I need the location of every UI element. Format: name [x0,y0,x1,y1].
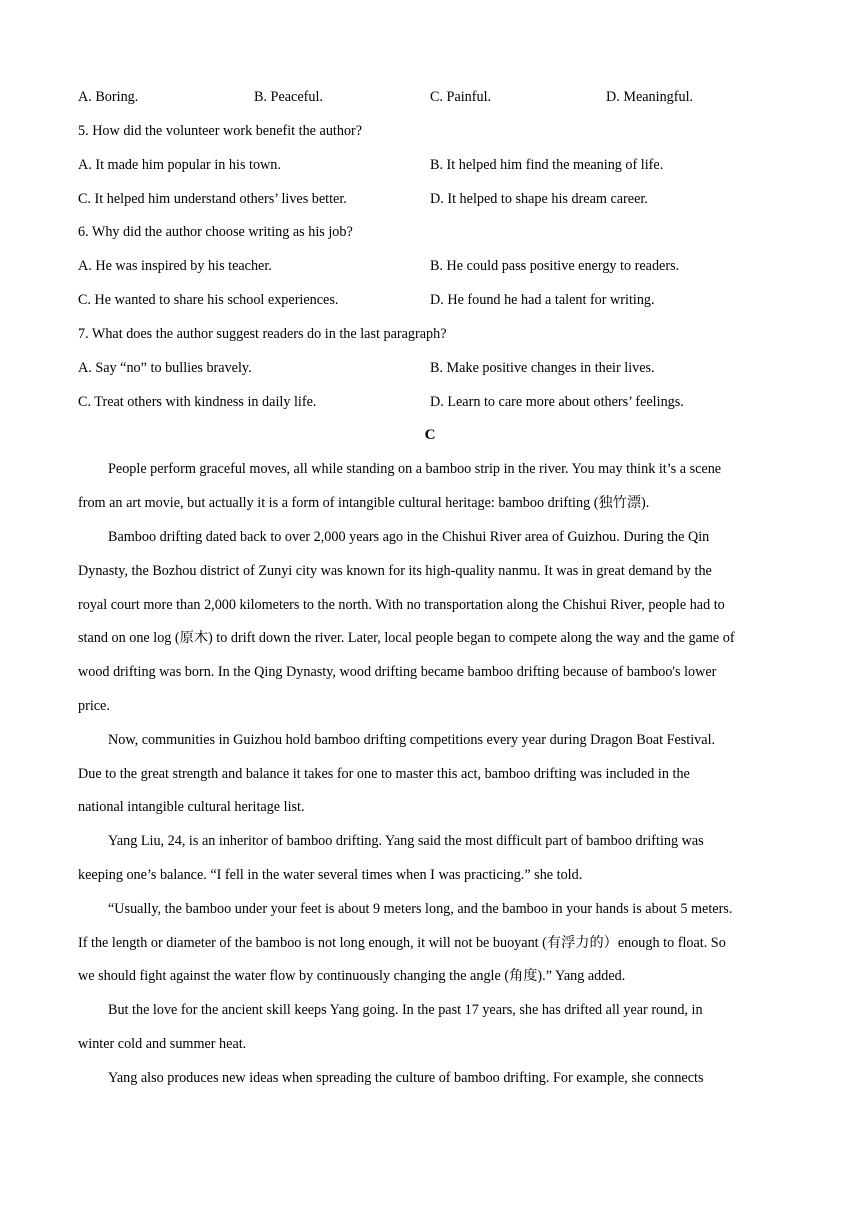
passage-line: But the love for the ancient skill keeps Yang going. In the past 17 years, she has drifted all year round, in [108,1002,703,1018]
passage-line: If the length or diameter of the bamboo is not long enough, it will not be buoyant (有浮力的）enough to float. So [78,935,726,951]
q4-option-c: C. Painful. [430,89,492,105]
section-heading: C [424,427,436,443]
q7-options-row2 [78,392,782,412]
q6-option-c: C. He wanted to share his school experiences. [78,292,339,308]
passage-line: Bamboo drifting dated back to over 2,000 years ago in the Chishui River area of Guizhou. During the Qin [108,529,710,545]
q4-option-b: B. Peaceful. [254,89,323,105]
q7-option-b: B. Make positive changes in their lives. [430,360,655,376]
q5-options-row2 [78,189,782,209]
q6-options-row2 [78,290,782,310]
q4-option-d: D. Meaningful. [606,89,694,105]
passage-line: Dynasty, the Bozhou district of Zunyi city was known for its high-quality nanmu. It was in great demand by the [78,563,712,579]
passage-line: People perform graceful moves, all while standing on a bamboo strip in the river. You may think it’s a scene [108,461,722,477]
passage-line: keeping one’s balance. “I fell in the water several times when I was practicing.” she told. [78,867,583,883]
passage-line: wood drifting was born. In the Qing Dynasty, wood drifting became bamboo drifting because of bamboo's lower [78,664,717,680]
q5-options-row1 [78,155,782,175]
passage-line: price. [78,698,110,714]
passage-line: national intangible cultural heritage list. [78,799,305,815]
q7-options-row1 [78,358,782,378]
passage-line: Yang Liu, 24, is an inheritor of bamboo drifting. Yang said the most difficult part of bamboo drifting was [108,833,704,849]
q4-options [78,87,782,107]
q7-option-c: C. Treat others with kindness in daily life. [78,394,317,410]
q6-option-d: D. He found he had a talent for writing. [430,292,655,308]
q4-option-a: A. Boring. [78,89,139,105]
q7-option-a: A. Say “no” to bullies bravely. [78,360,252,376]
q5-option-c: C. It helped him understand others’ lives better. [78,191,347,207]
q5-stem: 5. How did the volunteer work benefit the author? [78,123,363,139]
q6-option-a: A. He was inspired by his teacher. [78,258,272,274]
passage-line: stand on one log (原木) to drift down the river. Later, local people began to compete along the way and the game of [78,630,735,646]
passage-line: Now, communities in Guizhou hold bamboo drifting competitions every year during Dragon Boat Festival. [108,732,716,748]
q6-options-row1 [78,256,782,276]
passage-line: Yang also produces new ideas when spreading the culture of bamboo drifting. For example, she connects [108,1070,704,1086]
passage-line: from an art movie, but actually it is a form of intangible cultural heritage: bamboo drifting (独竹漂). [78,495,650,511]
q5-option-d: D. It helped to shape his dream career. [430,191,648,207]
passage-line: we should fight against the water flow by continuously changing the angle (角度).” Yang added. [78,968,626,984]
passage-line: winter cold and summer heat. [78,1036,247,1052]
q5-option-b: B. It helped him find the meaning of life. [430,157,664,173]
q7-stem: 7. What does the author suggest readers do in the last paragraph? [78,326,447,342]
q7-option-d: D. Learn to care more about others’ feelings. [430,394,684,410]
q5-option-a: A. It made him popular in his town. [78,157,281,173]
passage-line: Due to the great strength and balance it takes for one to master this act, bamboo drifting was included in the [78,766,690,782]
q6-option-b: B. He could pass positive energy to readers. [430,258,680,274]
q6-stem: 6. Why did the author choose writing as his job? [78,224,353,240]
passage-line: “Usually, the bamboo under your feet is about 9 meters long, and the bamboo in your hands is about 5 meters. [108,901,733,917]
passage-line: royal court more than 2,000 kilometers to the north. With no transportation along the Chishui River, people had to [78,597,725,613]
